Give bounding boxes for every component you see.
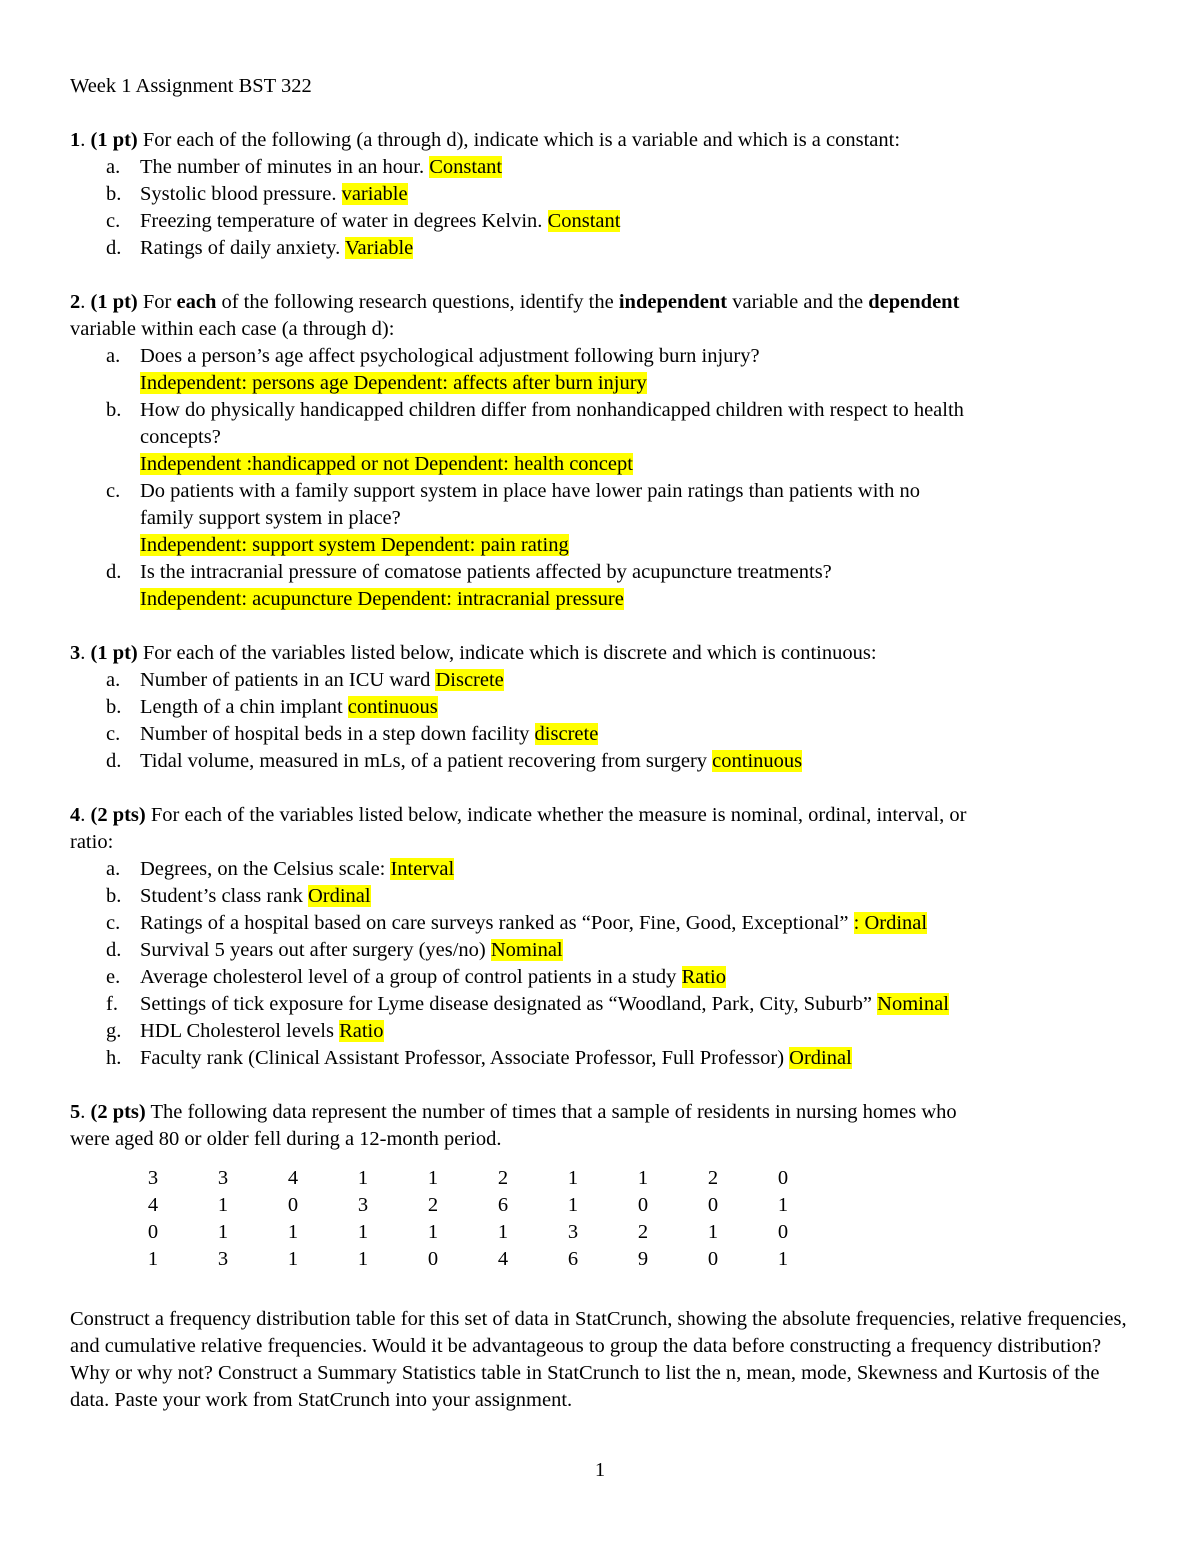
question-3-items — [70, 667, 1130, 775]
highlighted-answer: Ordinal — [307, 885, 371, 907]
table-cell: 1 — [777, 1248, 789, 1270]
highlighted-answer: Variable — [344, 237, 414, 259]
table-cell: 2 — [637, 1221, 649, 1243]
page-title: Week 1 Assignment BST 322 — [70, 75, 312, 97]
falls-data-table — [118, 1165, 818, 1273]
question-3-prompt: 3. (1 pt) For each of the variables listed below, indicate which is discrete and which is continuous: — [70, 642, 877, 664]
item-text: HDL Cholesterol levels — [140, 1020, 340, 1042]
question-points: (2 pts) — [90, 804, 146, 826]
highlighted-answer: Nominal — [877, 993, 949, 1015]
list-item: b. Student’s class rank Ordinal — [106, 885, 371, 907]
question-number: 3 — [70, 642, 81, 664]
table-cell: 3 — [217, 1248, 229, 1270]
table-cell: 0 — [777, 1221, 789, 1243]
highlighted-answer: : Ordinal — [853, 912, 928, 934]
highlighted-answer: Ratio — [339, 1020, 384, 1042]
item-text: Survival 5 years out after surgery (yes/no) — [140, 939, 491, 961]
question-2-prompt: 2. (1 pt) For each of the following research questions, identify the independent variable and the dependent — [70, 291, 960, 313]
table-cell: 3 — [147, 1167, 159, 1189]
table-cell: 6 — [567, 1248, 579, 1270]
question-5-instructions: Construct a frequency distribution table for this set of data in StatCrunch, showing the absolute frequencies, relative frequencies, and cumulative relative frequencies. Would it be advantageous to group the data before constructing a frequency distribution? Why or why not? Construct a Summary Statistics table in StatCrunch to list the n, mean, mode, Skewness and Kurtosis of the data. Paste your work from StatCrunch into your assignment. — [70, 1308, 1127, 1411]
table-cell: 6 — [497, 1194, 509, 1216]
list-item: a. The number of minutes in an hour. Constant — [106, 156, 503, 178]
item-text-cont: concepts? — [140, 426, 221, 448]
question-text: For each of the variables listed below, indicate which is discrete and which is continuous: — [137, 642, 877, 664]
item-text: Systolic blood pressure. — [140, 183, 342, 205]
table-cell: 1 — [567, 1167, 579, 1189]
item-text: Do patients with a family support system in place have lower pain ratings than patients with no — [140, 480, 920, 502]
item-text: Is the intracranial pressure of comatose patients affected by acupuncture treatments? — [140, 561, 832, 583]
item-text: Number of hospital beds in a step down facility — [140, 723, 535, 745]
question-text: For each of the following (a through d), indicate which is a variable and which is a constant: — [137, 129, 901, 151]
page-number: 1 — [594, 1459, 606, 1481]
item-text: Faculty rank (Clinical Assistant Professor, Associate Professor, Full Professor) — [140, 1047, 790, 1069]
highlighted-answer: Ordinal — [789, 1047, 852, 1069]
list-item: b. How do physically handicapped children differ from nonhandicapped children with respect to health — [106, 399, 964, 421]
table-cell: 0 — [427, 1248, 439, 1270]
table-cell: 4 — [287, 1167, 299, 1189]
table-cell: 1 — [357, 1221, 369, 1243]
table-cell: 1 — [357, 1248, 369, 1270]
item-text-cont: family support system in place? — [140, 507, 401, 529]
item-text: Does a person’s age affect psychological adjustment following burn injury? — [140, 345, 760, 367]
item-text: The number of minutes in an hour. — [140, 156, 430, 178]
list-item: f. Settings of tick exposure for Lyme disease designated as “Woodland, Park, City, Suburb” Nominal — [106, 993, 949, 1015]
highlighted-answer: Ratio — [681, 966, 726, 988]
list-item: a. Does a person’s age affect psychological adjustment following burn injury? — [106, 345, 760, 367]
question-5-prompt: 5. (2 pts) The following data represent the number of times that a sample of residents in nursing homes who — [70, 1101, 957, 1123]
item-text: How do physically handicapped children differ from nonhandicapped children with respect to health — [140, 399, 964, 421]
question-points: (1 pt) — [90, 642, 138, 664]
table-cell: 3 — [217, 1167, 229, 1189]
list-item: a. Number of patients in an ICU ward Discrete — [106, 669, 504, 691]
table-cell: 0 — [287, 1194, 299, 1216]
question-text: The following data represent the number of times that a sample of residents in nursing homes who — [145, 1101, 957, 1123]
highlighted-answer: discrete — [534, 723, 599, 745]
item-text: Average cholesterol level of a group of control patients in a study — [140, 966, 682, 988]
table-cell: 1 — [217, 1194, 229, 1216]
list-item: d. Is the intracranial pressure of comatose patients affected by acupuncture treatments? — [106, 561, 832, 583]
table-cell: 1 — [567, 1194, 579, 1216]
table-row — [118, 1246, 818, 1273]
highlighted-answer: Independent :handicapped or not Dependent: health concept — [140, 453, 633, 475]
table-row — [118, 1219, 818, 1246]
question-5-prompt-cont: were aged 80 or older fell during a 12-month period. — [70, 1128, 502, 1150]
highlighted-answer: continuous — [712, 750, 803, 772]
highlighted-answer: Constant — [547, 210, 621, 232]
question-1-items — [70, 154, 1130, 262]
table-cell: 4 — [147, 1194, 159, 1216]
highlighted-answer: Interval — [390, 858, 455, 880]
highlighted-answer: continuous — [347, 696, 438, 718]
table-cell: 0 — [707, 1194, 719, 1216]
highlighted-answer: Independent: acupuncture Dependent: intracranial pressure — [140, 588, 624, 610]
table-row — [118, 1192, 818, 1219]
question-number: 2 — [70, 291, 81, 313]
question-4-prompt-cont: ratio: — [70, 831, 114, 853]
table-cell: 1 — [637, 1167, 649, 1189]
highlighted-answer: Independent: support system Dependent: pain rating — [140, 534, 569, 556]
table-cell: 2 — [707, 1167, 719, 1189]
question-points: (1 pt) — [90, 291, 138, 313]
list-item: h. Faculty rank (Clinical Assistant Professor, Associate Professor, Full Professor) Ordinal — [106, 1047, 852, 1069]
list-item: c. Freezing temperature of water in degrees Kelvin. Constant — [106, 210, 621, 232]
question-points: (2 pts) — [90, 1101, 146, 1123]
table-cell: 3 — [357, 1194, 369, 1216]
table-cell: 1 — [147, 1248, 159, 1270]
question-4-prompt: 4. (2 pts) For each of the variables listed below, indicate whether the measure is nominal, ordinal, interval, or — [70, 804, 967, 826]
list-item: d. Survival 5 years out after surgery (yes/no) Nominal — [106, 939, 563, 961]
table-cell: 0 — [707, 1248, 719, 1270]
question-2-items — [70, 343, 1130, 613]
item-text: Settings of tick exposure for Lyme disease designated as “Woodland, Park, City, Suburb” — [140, 993, 878, 1015]
table-cell: 9 — [637, 1248, 649, 1270]
list-item: g. HDL Cholesterol levels Ratio — [106, 1020, 384, 1042]
question-2-prompt-cont: variable within each case (a through d): — [70, 318, 395, 340]
highlighted-answer: Discrete — [435, 669, 504, 691]
table-cell: 2 — [497, 1167, 509, 1189]
list-item: e. Average cholesterol level of a group of control patients in a study Ratio — [106, 966, 726, 988]
question-4-items — [70, 856, 1130, 1072]
table-cell: 0 — [147, 1221, 159, 1243]
question-1-prompt: 1. (1 pt) For each of the following (a through d), indicate which is a variable and which is a constant: — [70, 129, 901, 151]
table-cell: 1 — [357, 1167, 369, 1189]
highlighted-answer: Constant — [429, 156, 503, 178]
table-cell: 0 — [777, 1167, 789, 1189]
item-text: Number of patients in an ICU ward — [140, 669, 436, 691]
item-text: Ratings of a hospital based on care surveys ranked as “Poor, Fine, Good, Exceptional” — [140, 912, 854, 934]
table-cell: 2 — [427, 1194, 439, 1216]
list-item: b. Systolic blood pressure. variable — [106, 183, 408, 205]
table-cell: 0 — [637, 1194, 649, 1216]
question-number: 1 — [70, 129, 81, 151]
list-item: d. Ratings of daily anxiety. Variable — [106, 237, 414, 259]
table-cell: 1 — [427, 1221, 439, 1243]
table-cell: 3 — [567, 1221, 579, 1243]
table-cell: 1 — [497, 1221, 509, 1243]
list-item: d. Tidal volume, measured in mLs, of a patient recovering from surgery continuous — [106, 750, 803, 772]
table-cell: 1 — [287, 1248, 299, 1270]
item-text: Length of a chin implant — [140, 696, 348, 718]
highlighted-answer: variable — [341, 183, 408, 205]
table-cell: 1 — [427, 1167, 439, 1189]
list-item: b. Length of a chin implant continuous — [106, 696, 438, 718]
highlighted-answer: Independent: persons age Dependent: affects after burn injury — [140, 372, 647, 394]
item-text: Student’s class rank — [140, 885, 308, 907]
table-cell: 1 — [707, 1221, 719, 1243]
table-cell: 1 — [777, 1194, 789, 1216]
list-item: c. Number of hospital beds in a step down facility discrete — [106, 723, 599, 745]
list-item: a. Degrees, on the Celsius scale: Interval — [106, 858, 455, 880]
question-text: For each of the variables listed below, indicate whether the measure is nominal, ordinal, interval, or — [145, 804, 967, 826]
question-points: (1 pt) — [90, 129, 138, 151]
list-item: c. Ratings of a hospital based on care surveys ranked as “Poor, Fine, Good, Exceptional” : Ordinal — [106, 912, 928, 934]
document-page — [70, 73, 1130, 1414]
item-text: Degrees, on the Celsius scale: — [140, 858, 391, 880]
list-item: c. Do patients with a family support system in place have lower pain ratings than patients with no — [106, 480, 920, 502]
table-row — [118, 1165, 818, 1192]
question-number: 5 — [70, 1101, 81, 1123]
table-cell: 4 — [497, 1248, 509, 1270]
table-cell: 1 — [217, 1221, 229, 1243]
table-cell: 1 — [287, 1221, 299, 1243]
item-text: Ratings of daily anxiety. — [140, 237, 345, 259]
item-text: Freezing temperature of water in degrees Kelvin. — [140, 210, 548, 232]
question-number: 4 — [70, 804, 81, 826]
highlighted-answer: Nominal — [490, 939, 563, 961]
item-text: Tidal volume, measured in mLs, of a patient recovering from surgery — [140, 750, 713, 772]
